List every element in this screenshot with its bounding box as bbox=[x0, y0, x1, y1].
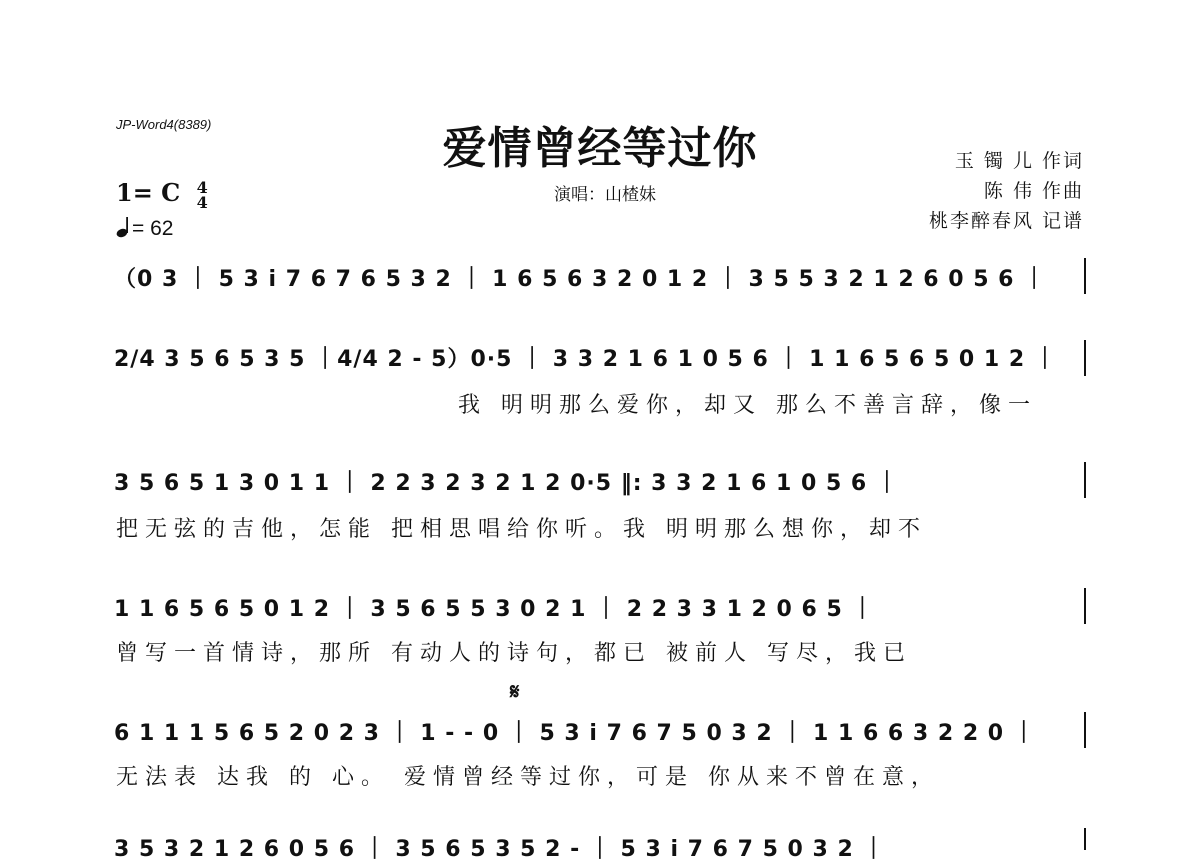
barline bbox=[1084, 828, 1086, 850]
score-row-2: 2/4 3 5 6 5 3 5 ｜4/4 2 - 5）0·5 ｜ 3 3 2 1 6 1 0 5 6 ｜ 1 1 6 5 6 5 0 1 2 ｜ bbox=[114, 347, 1057, 372]
barline bbox=[1084, 462, 1086, 498]
score-row-3: 3 5 6 5 1 3 0 1 1 ｜ 2 2 3 2 3 2 1 2 0·5 ‖: 3 3 2 1 6 1 0 5 6 ｜ bbox=[114, 471, 899, 496]
score-row-4: 1 1 6 5 6 5 0 1 2 ｜ 3 5 6 5 5 3 0 2 1 ｜ 2 2 3 3 1 2 0 6 5 ｜ bbox=[114, 597, 875, 622]
lyric-row-5: 无法表 达我 的 心。 爱情曾经等过你，可是 你从来不曾在意， bbox=[116, 765, 940, 790]
source-label: JP-Word4(8389) bbox=[116, 117, 212, 132]
composer-credit: 陈 伟 作曲 bbox=[983, 180, 1084, 202]
song-title: 爱情曾经等过你 bbox=[442, 123, 758, 174]
key-signature bbox=[116, 178, 208, 210]
credits bbox=[929, 146, 1084, 236]
key-label: 1= C bbox=[116, 178, 181, 207]
singer-label: 演唱：山楂妹 bbox=[554, 185, 656, 205]
tempo-marking bbox=[116, 216, 173, 241]
time-signature bbox=[196, 177, 208, 212]
barline bbox=[1084, 712, 1086, 748]
score-row-1: （0 3 ｜ 5 3 i 7 6 7 6 5 3 2 ｜ 1 6 5 6 3 2 0 1 2 ｜ 3 5 5 3 2 1 2 6 0 5 6 ｜ bbox=[114, 267, 1047, 292]
lyric-row-3: 把无弦的吉他，怎能 把相思唱给你听。我 明明那么想你，却不 bbox=[116, 517, 927, 542]
tempo-value: = 62 bbox=[132, 217, 174, 240]
score-row-5: 6 1 1 1 5 6 5 2 0 2 3 ｜ 1 - - 0 ｜ 5 3 i 7 6 7 5 0 3 2 ｜ 1 1 6 6 3 2 2 0 ｜ bbox=[114, 721, 1036, 746]
segno-sign: 𝄋 bbox=[510, 680, 520, 705]
score-row-6: 3 5 3 2 1 2 6 0 5 6 ｜ 3 5 6 5 3 5 2 - ｜ 5 3 i 7 6 7 5 0 3 2 ｜ bbox=[114, 837, 886, 862]
time-signature-bottom: 4 bbox=[196, 192, 208, 212]
barline bbox=[1084, 340, 1086, 376]
lyricist-credit: 玉 镯 儿 作词 bbox=[954, 150, 1084, 172]
barline bbox=[1084, 258, 1086, 294]
transcriber-credit: 桃李醉春风 记谱 bbox=[928, 210, 1084, 232]
lyric-row-2: 我 明明那么爱你，却又 那么不善言辞，像一 bbox=[458, 393, 1037, 418]
lyric-row-4: 曾写一首情诗，那所 有动人的诗句，都已 被前人 写尽，我已 bbox=[116, 641, 912, 666]
barline bbox=[1084, 588, 1086, 624]
quarter-note-icon bbox=[116, 216, 132, 238]
time-signature-top: 4 bbox=[196, 177, 208, 197]
